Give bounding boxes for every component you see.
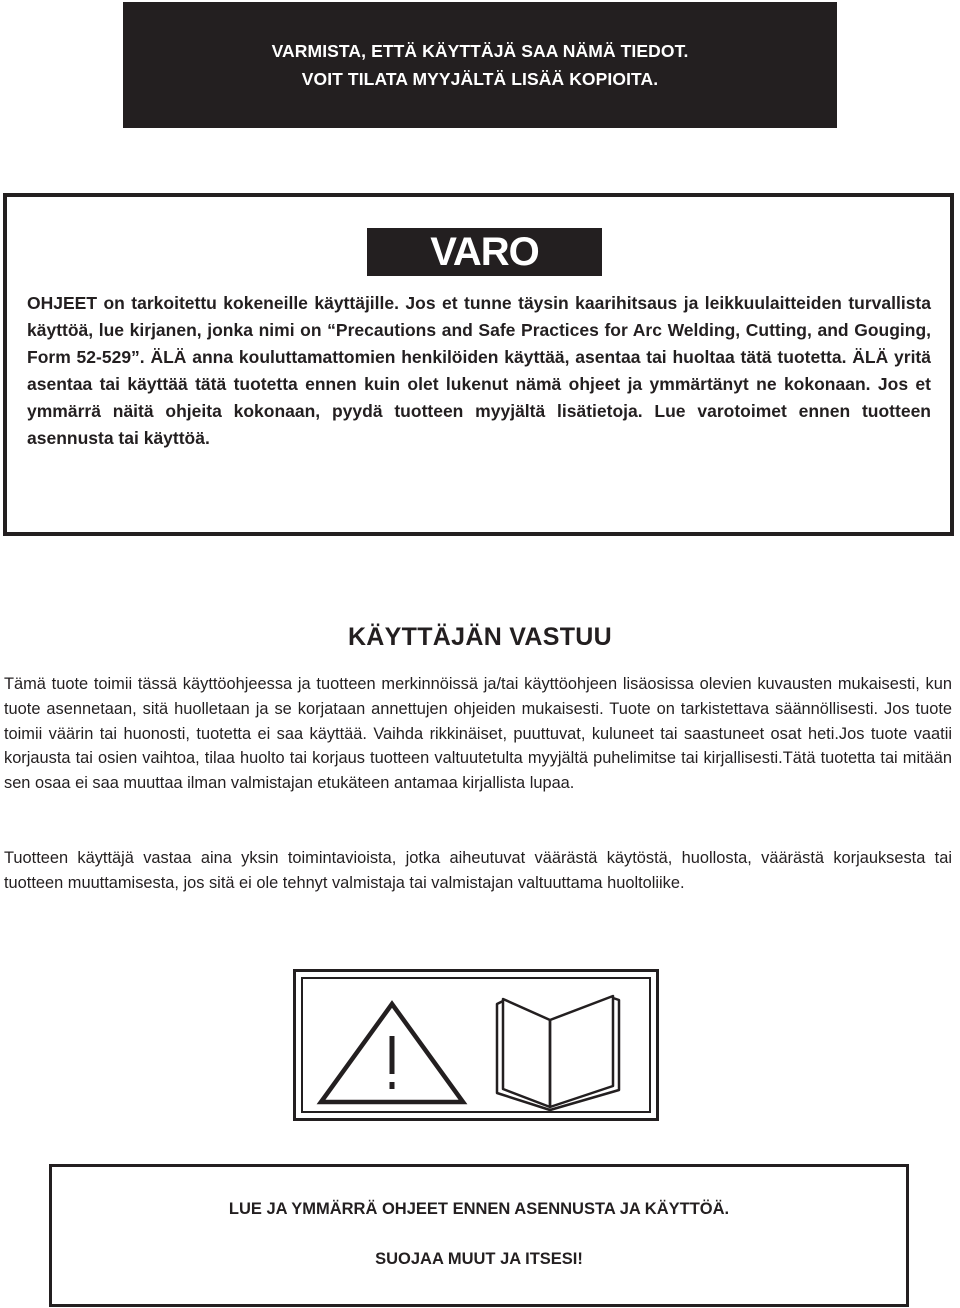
top-banner <box>123 2 837 128</box>
responsibility-title: KÄYTTÄJÄN VASTUU <box>347 623 613 651</box>
safety-symbol-box <box>293 969 659 1121</box>
responsibility-paragraph-2: Tuotteen käyttäjä vastaa aina yksin toimintavioista, jotka aiheutuvat väärästä käytöstä, huollosta, väärästä korjauksesta tai tuotteen muuttamisesta, jos sitä ei ole tehnyt valmistaja tai valmistajan valtuuttama huoltoliike. <box>4 849 952 892</box>
warning-box <box>3 193 954 536</box>
safety-symbol-inner <box>301 977 651 1113</box>
bottom-notice-line-1: LUE JA YMMÄRRÄ OHJEET ENNEN ASENNUSTA JA KÄYTTÖÄ. <box>228 1200 730 1218</box>
warning-text: OHJEET on tarkoitettu kokeneille käyttäjille. Jos et tunne täysin kaarihitsaus ja leikkuulaitteiden turvallista käyttöä, lue kirjanen, jonka nimi on “Precautions and Safe Practices for Arc Welding, Cutting, and Gouging, Form 52-529”. ÄLÄ anna kouluttamattomien henkilöiden käyttää, asentaa tai huoltaa tätä tuotetta. ÄLÄ yritä asentaa tai käyttää tätä tuotetta ennen kuin olet lukenut nämä ohjeet ja ymmärtänyt ne kokonaan. Jos et ymmärrä näitä ohjeita kokonaan, pyydä tuotteen myyjältä lisätietoja. Lue varotoimet ennen tuotteen asennusta tai käyttöä. <box>27 293 931 448</box>
banner-line-1: VARMISTA, ETTÄ KÄYTTÄJÄ SAA NÄMÄ TIEDOT. <box>271 41 689 61</box>
banner-line-2: VOIT TILATA MYYJÄLTÄ LISÄÄ KOPIOITA. <box>301 69 659 89</box>
responsibility-paragraph-1: Tämä tuote toimii tässä käyttöohjeessa ja tuotteen merkinnöissä ja/tai käyttöohjeen lisäosissa olevien kuvausten mukaisesti, kun tuote asennetaan, sitä huolletaan ja se korjataan annettujen ohjeiden mukaisesti. Tuote on tarkistettava säännöllisesti. Jos tuote toimii väärin tai huonosti, tuotetta ei saa käyttää. Vaihda rikkinäiset, puuttuvat, kuluneet tai saastuneet osat heti.Jos tuote vaatii korjausta tai osien vaihtoa, tilaa huolto tai korjaus tuotteen valtuutetulta myyjältä puhelimitse tai kirjallisesti.Tätä tuotetta tai mitään sen osaa ei saa muuttaa ilman valmistajan etukäteen antamaa kirjallista lupaa. <box>4 675 952 793</box>
safety-symbols <box>303 979 655 1113</box>
open-manual-icon <box>497 996 619 1110</box>
bottom-notice-box <box>49 1164 909 1307</box>
bottom-notice-line-2: SUOJAA MUUT JA ITSESI! <box>375 1250 583 1268</box>
warning-title: VARO <box>367 228 602 276</box>
warning-triangle-icon <box>321 1004 463 1102</box>
